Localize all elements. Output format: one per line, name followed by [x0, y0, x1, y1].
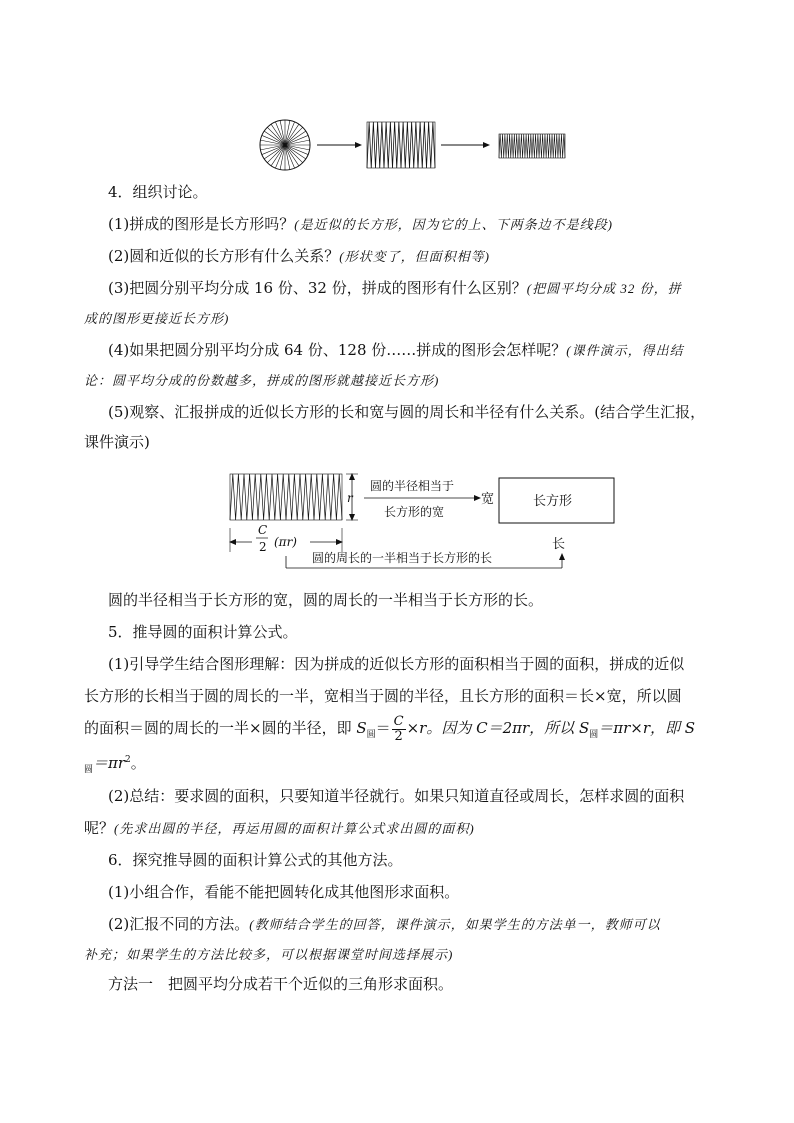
derivation-2-text: 呢？ — [84, 819, 115, 837]
explore-1: (1)小组合作，看能不能把圆转化成其他图形求面积。 — [108, 883, 460, 901]
derivation-2-note: (先求出圆的半径，再运用圆的面积计算公式求出圆的面积) — [114, 821, 475, 836]
question-4-note-a: (课件演示，得出结 — [566, 343, 684, 358]
arrow-2 — [441, 142, 490, 148]
question-4-cont — [84, 364, 696, 397]
divided-circle — [260, 120, 310, 170]
zigzag-strip-coarse — [367, 122, 435, 168]
question-3-text: (3)把圆分别平均分成 16 份、32 份，拼成的图形有什么区别？ — [108, 279, 527, 297]
summary-line: 圆的半径相当于长方形的宽，圆的周长的一半相当于长方形的长。 — [108, 591, 544, 609]
half-c-numerator: C — [258, 523, 268, 537]
question-1-text: (1)拼成的图形是长方形吗？ — [108, 215, 295, 233]
rectangle-label: 长方形 — [533, 494, 573, 509]
times-r: ×r。因为 — [406, 719, 477, 737]
pi-r-label: (πr) — [274, 535, 297, 549]
length-label: 长 — [552, 537, 566, 552]
square-exponent: 2 — [125, 755, 131, 765]
circle-to-rectangle-figure — [255, 118, 575, 172]
area-formula-1: ＝πr×r，即 — [598, 719, 685, 737]
zigzag-approx-rectangle — [230, 474, 342, 520]
radius-label: r — [347, 491, 353, 505]
question-3 — [108, 272, 720, 305]
derivation-2-line-b — [84, 812, 724, 845]
explore-2-line-b — [84, 938, 724, 971]
radius-text-1: 圆的半径相当于 — [370, 479, 455, 493]
rectangle-relation-figure — [224, 470, 624, 578]
question-2-note: (形状变了，但面积相等) — [339, 249, 490, 264]
question-2-text: (2)圆和近似的长方形有什么关系？ — [108, 247, 340, 265]
item-5-heading: 5．推导圆的面积计算公式。 — [108, 623, 298, 641]
question-2 — [108, 240, 720, 273]
half-c-denominator: 2 — [259, 540, 267, 554]
question-3-note-a: (把圆平均分成 32 份，拼 — [526, 281, 682, 296]
derivation-1-line-b: 长方形的长相当于圆的周长的一半，宽相当于圆的半径，且长方形的面积＝长×宽，所以圆 — [84, 687, 682, 705]
area-subscript-3: 圆 — [84, 765, 94, 775]
derivation-1-line-a: (1)引导学生结合图形理解：因为拼成的近似长方形的面积相当于圆的面积，拼成的近似 — [108, 655, 685, 673]
half-circumference-marker — [229, 523, 343, 554]
question-1 — [108, 208, 720, 241]
question-1-note: (是近似的长方形，因为它的上、下两条边不是线段) — [294, 217, 613, 232]
area-subscript: 圆 — [366, 730, 376, 740]
question-3-note-b: 成的图形更接近长方形) — [84, 311, 230, 326]
question-5: (5)观察、汇报拼成的近似长方形的长和宽与圆的周长和半径有什么关系。(结合学生汇报， — [108, 403, 706, 421]
explore-2-text: (2)汇报不同的方法。 — [108, 915, 250, 933]
width-label: 宽 — [481, 492, 495, 507]
period: 。 — [130, 754, 146, 772]
circumference-symbol: C — [476, 719, 488, 737]
arrow-1 — [317, 142, 362, 148]
area-symbol-2: S — [578, 719, 590, 737]
zigzag-strip-fine — [499, 134, 565, 158]
explore-2-note-b: 补充；如果学生的方法比较多，可以根据课堂时间选择展示) — [84, 947, 454, 962]
circumference-text: 圆的周长的一半相当于长方形的长 — [312, 551, 493, 565]
question-3-cont — [84, 302, 696, 335]
derivation-text: 的面积＝圆的周长的一半×圆的半径，即 — [84, 719, 357, 737]
item-4-heading: 4．组织讨论。 — [108, 183, 208, 201]
circumference-formula: ＝2πr，所以 — [487, 719, 579, 737]
derivation-2-line-a: (2)总结：要求圆的面积，只要知道半径就行。如果只知道直径或周长，怎样求圆的面积 — [108, 787, 685, 805]
item-6-heading: 6．探究推导圆的面积计算公式的其他方法。 — [108, 851, 403, 869]
question-4-text: (4)如果把圆分别平均分成 64 份、128 份……拼成的图形会怎样呢？ — [108, 341, 567, 359]
fraction-numerator: C — [393, 713, 404, 729]
c-over-2-fraction — [392, 715, 406, 744]
explore-2-line-a — [108, 908, 748, 941]
area-symbol: S — [356, 719, 367, 737]
question-5-cont: 课件演示) — [84, 433, 150, 451]
fraction-denominator: 2 — [394, 728, 403, 744]
radius-text-2: 长方形的宽 — [384, 505, 445, 519]
equals: ＝ — [375, 719, 391, 737]
area-symbol-3: S — [684, 719, 696, 737]
question-4 — [108, 334, 720, 367]
explore-2-note-a: (教师结合学生的回答，课件演示，如果学生的方法单一，教师可以 — [249, 917, 661, 932]
question-4-note-b: 论：圆平均分成的份数越多，拼成的图形就越接近长方形) — [84, 373, 440, 388]
area-subscript-2: 圆 — [589, 730, 599, 740]
method-1: 方法一 把圆平均分成若干个近似的三角形求面积。 — [108, 975, 454, 993]
area-formula-final: ＝πr — [93, 754, 126, 772]
